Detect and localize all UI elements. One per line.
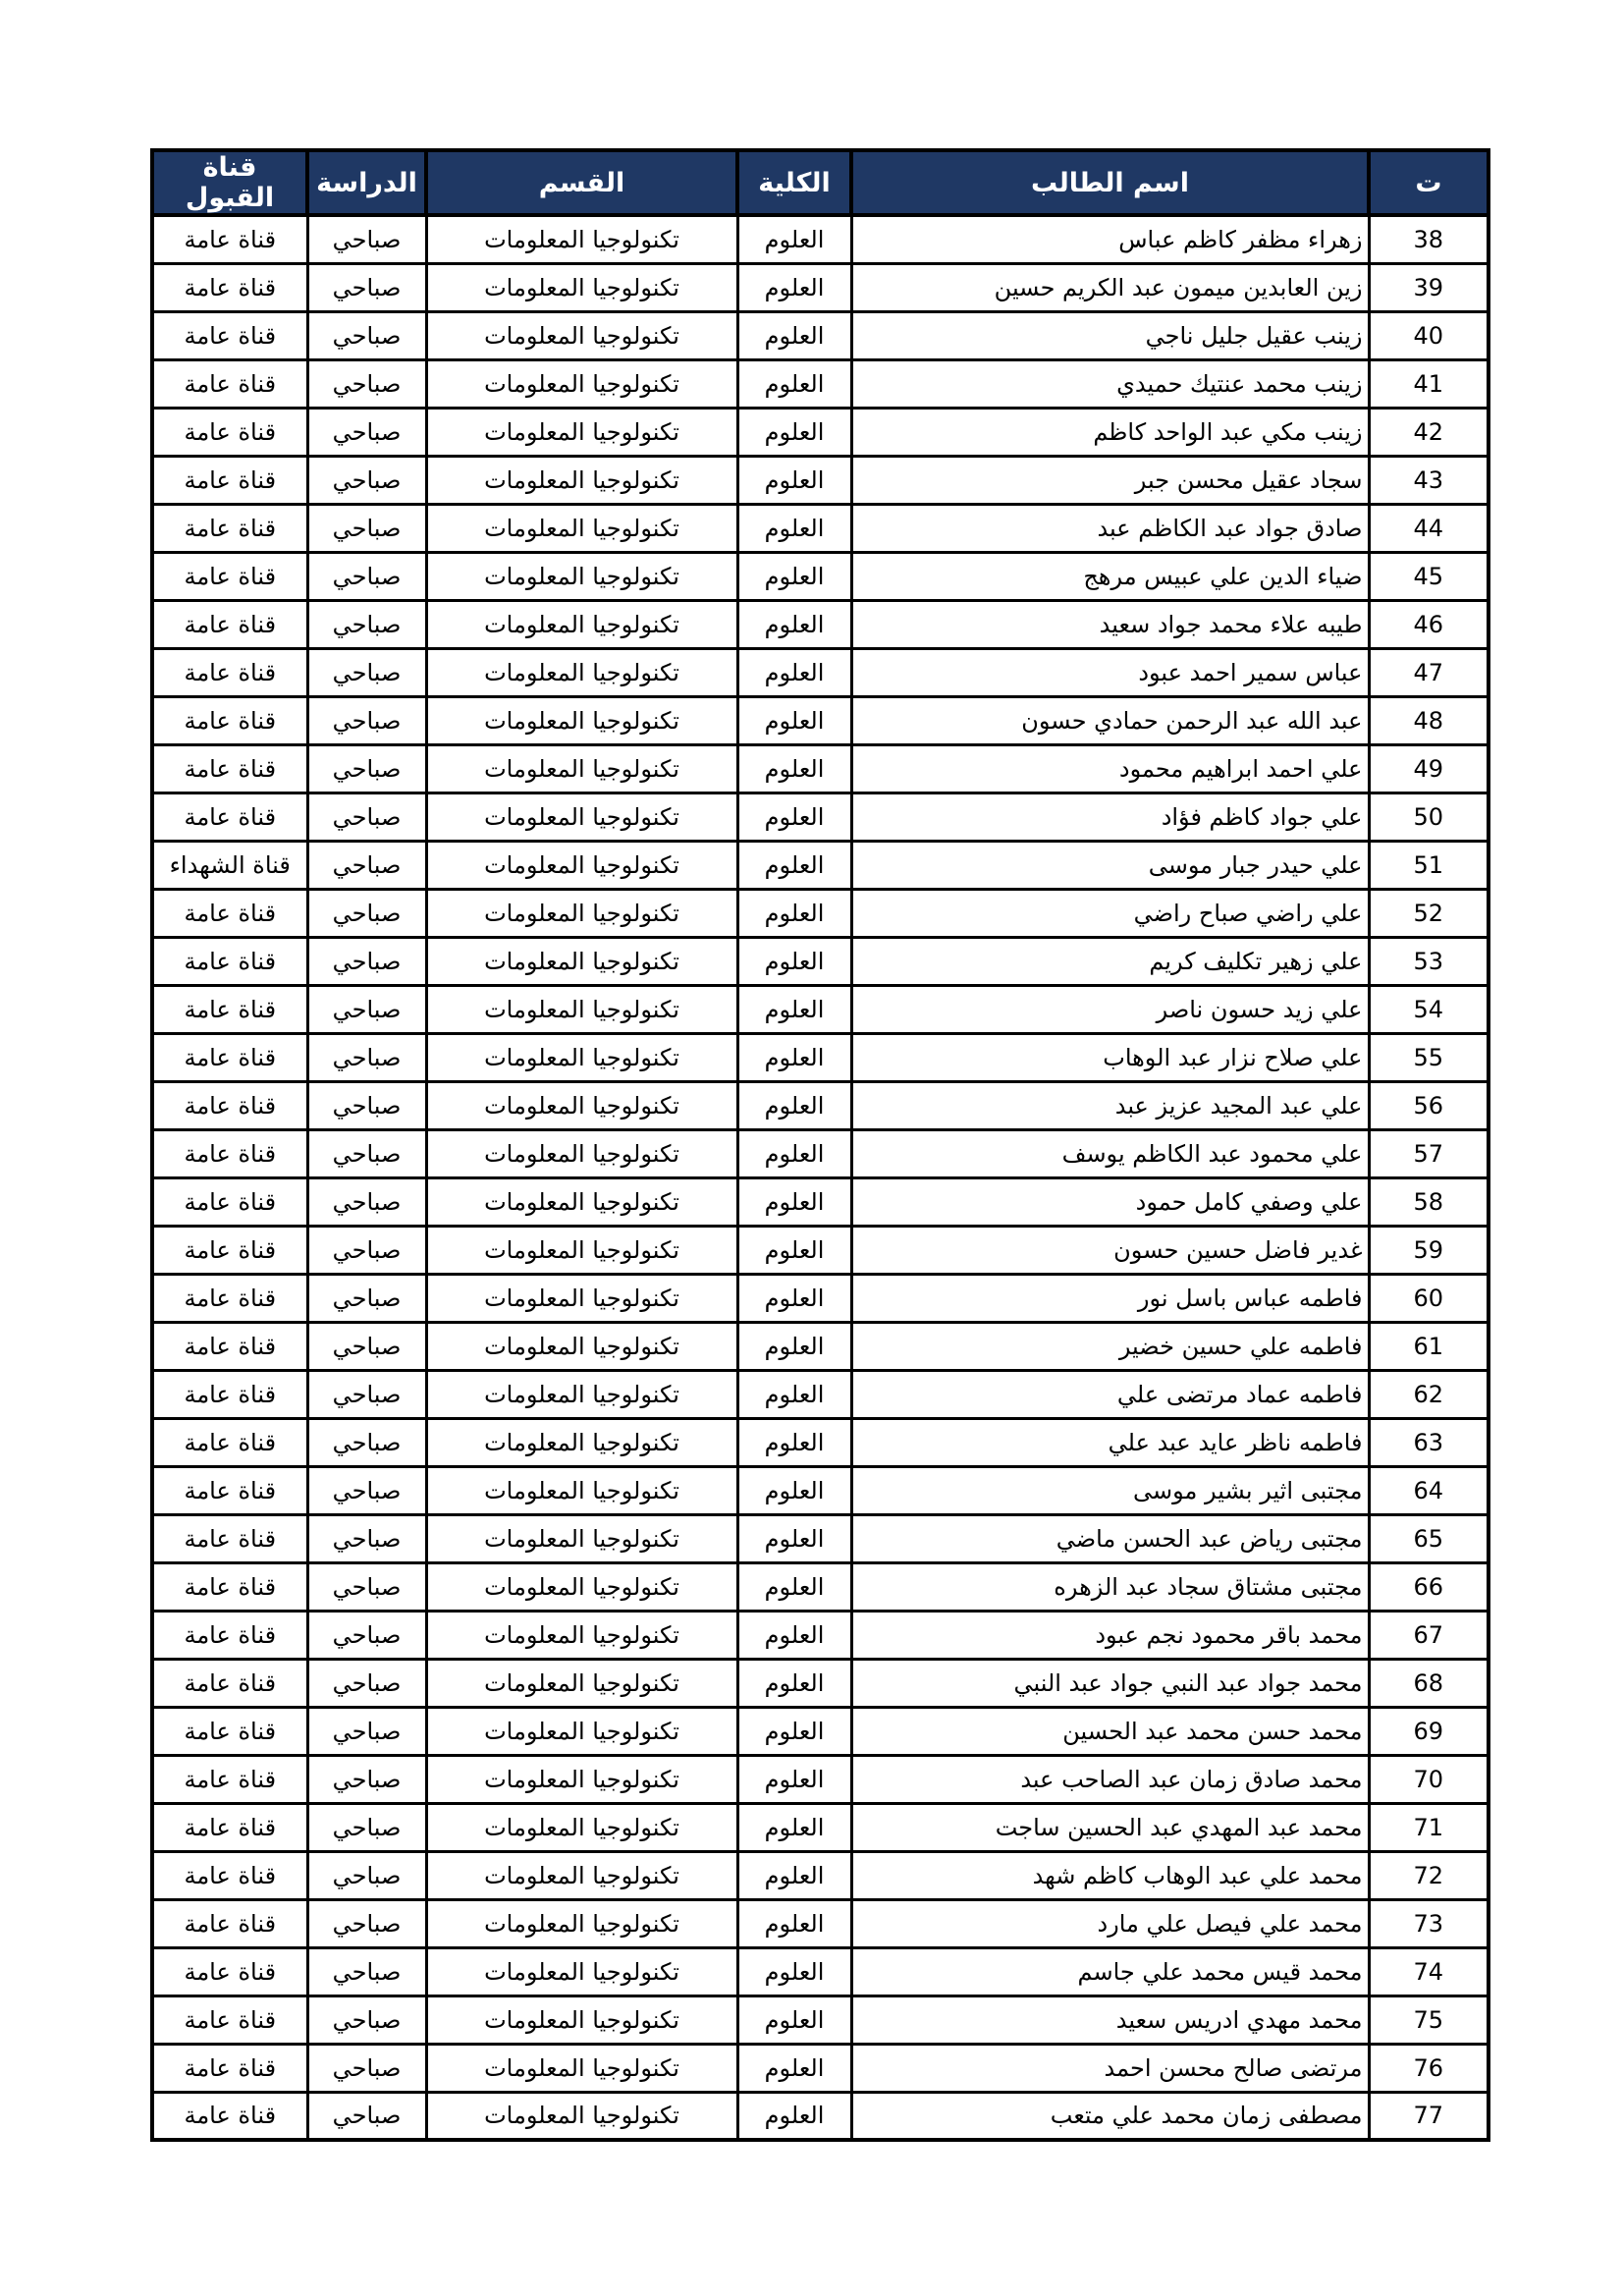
cell-department: تكنولوجيا المعلومات [426, 2044, 737, 2092]
cell-serial: 51 [1369, 841, 1489, 889]
cell-department: تكنولوجيا المعلومات [426, 1226, 737, 1274]
cell-student-name: مجتبى مشتاق سجاد عبد الزهره [851, 1562, 1369, 1611]
cell-admission-channel: قناة عامة [152, 1514, 307, 1562]
table-row [152, 1562, 1489, 1611]
cell-college: العلوم [737, 215, 851, 263]
cell-department: تكنولوجيا المعلومات [426, 408, 737, 456]
cell-department: تكنولوجيا المعلومات [426, 1611, 737, 1659]
cell-college: العلوم [737, 889, 851, 937]
cell-serial: 65 [1369, 1514, 1489, 1562]
table-row [152, 215, 1489, 263]
cell-college: العلوم [737, 1947, 851, 1995]
table-row [152, 263, 1489, 311]
cell-admission-channel: قناة عامة [152, 456, 307, 504]
cell-college: العلوم [737, 1226, 851, 1274]
cell-student-name: محمد عبد المهدي عبد الحسين ساجت [851, 1803, 1369, 1851]
table-row [152, 793, 1489, 841]
cell-serial: 58 [1369, 1177, 1489, 1226]
cell-college: العلوم [737, 1899, 851, 1947]
cell-serial: 72 [1369, 1851, 1489, 1899]
cell-study: صباحي [307, 985, 426, 1033]
cell-department: تكنولوجيا المعلومات [426, 1177, 737, 1226]
cell-college: العلوم [737, 2092, 851, 2140]
table-row [152, 311, 1489, 359]
cell-study: صباحي [307, 263, 426, 311]
table-row [152, 2092, 1489, 2140]
cell-study: صباحي [307, 504, 426, 552]
table-row [152, 1322, 1489, 1370]
cell-department: تكنولوجيا المعلومات [426, 1947, 737, 1995]
cell-college: العلوم [737, 1418, 851, 1466]
cell-serial: 74 [1369, 1947, 1489, 1995]
cell-college: العلوم [737, 1514, 851, 1562]
table-row [152, 2044, 1489, 2092]
cell-serial: 49 [1369, 744, 1489, 793]
cell-admission-channel: قناة عامة [152, 311, 307, 359]
cell-college: العلوم [737, 1707, 851, 1755]
cell-serial: 62 [1369, 1370, 1489, 1418]
cell-study: صباحي [307, 744, 426, 793]
cell-serial: 44 [1369, 504, 1489, 552]
cell-department: تكنولوجيا المعلومات [426, 1659, 737, 1707]
table-row [152, 552, 1489, 600]
cell-college: العلوم [737, 263, 851, 311]
cell-department: تكنولوجيا المعلومات [426, 1129, 737, 1177]
cell-student-name: فاطمه عباس باسل نور [851, 1274, 1369, 1322]
header-admission-channel: قناة القبول [152, 150, 307, 215]
cell-admission-channel: قناة عامة [152, 1947, 307, 1995]
cell-department: تكنولوجيا المعلومات [426, 1033, 737, 1081]
cell-student-name: محمد علي عبد الوهاب كاظم شهد [851, 1851, 1369, 1899]
cell-student-name: علي صلاح نزار عبد الوهاب [851, 1033, 1369, 1081]
cell-student-name: محمد باقر محمود نجم عبود [851, 1611, 1369, 1659]
table-row [152, 1899, 1489, 1947]
cell-college: العلوم [737, 841, 851, 889]
cell-serial: 76 [1369, 2044, 1489, 2092]
table-row [152, 504, 1489, 552]
cell-serial: 53 [1369, 937, 1489, 985]
cell-student-name: علي جواد كاظم فؤاد [851, 793, 1369, 841]
header-serial: ت [1369, 150, 1489, 215]
cell-college: العلوم [737, 696, 851, 744]
cell-admission-channel: قناة عامة [152, 744, 307, 793]
table-row [152, 359, 1489, 408]
cell-admission-channel: قناة عامة [152, 1755, 307, 1803]
table-row [152, 456, 1489, 504]
cell-study: صباحي [307, 937, 426, 985]
cell-college: العلوم [737, 1033, 851, 1081]
cell-department: تكنولوجيا المعلومات [426, 311, 737, 359]
cell-college: العلوم [737, 744, 851, 793]
cell-admission-channel: قناة عامة [152, 1707, 307, 1755]
cell-serial: 45 [1369, 552, 1489, 600]
cell-student-name: فاطمه ناظر عايد عبد علي [851, 1418, 1369, 1466]
cell-student-name: محمد صادق زمان عبد الصاحب عبد [851, 1755, 1369, 1803]
cell-admission-channel: قناة عامة [152, 1659, 307, 1707]
cell-study: صباحي [307, 2092, 426, 2140]
cell-serial: 67 [1369, 1611, 1489, 1659]
cell-department: تكنولوجيا المعلومات [426, 263, 737, 311]
cell-college: العلوم [737, 1659, 851, 1707]
cell-student-name: فاطمه عماد مرتضى علي [851, 1370, 1369, 1418]
cell-department: تكنولوجيا المعلومات [426, 600, 737, 648]
cell-admission-channel: قناة عامة [152, 1803, 307, 1851]
cell-study: صباحي [307, 841, 426, 889]
cell-study: صباحي [307, 1370, 426, 1418]
cell-department: تكنولوجيا المعلومات [426, 1081, 737, 1129]
cell-study: صباحي [307, 1947, 426, 1995]
cell-study: صباحي [307, 1177, 426, 1226]
cell-department: تكنولوجيا المعلومات [426, 2092, 737, 2140]
cell-serial: 47 [1369, 648, 1489, 696]
cell-student-name: ضياء الدين علي عبيس مرهج [851, 552, 1369, 600]
cell-college: العلوم [737, 793, 851, 841]
cell-study: صباحي [307, 1514, 426, 1562]
cell-student-name: زينب عقيل جليل ناجي [851, 311, 1369, 359]
cell-admission-channel: قناة عامة [152, 1033, 307, 1081]
cell-college: العلوم [737, 311, 851, 359]
cell-student-name: سجاد عقيل محسن جبر [851, 456, 1369, 504]
students-table [150, 148, 1490, 2142]
cell-study: صباحي [307, 311, 426, 359]
cell-admission-channel: قناة عامة [152, 2092, 307, 2140]
cell-admission-channel: قناة عامة [152, 408, 307, 456]
table-row [152, 937, 1489, 985]
cell-serial: 42 [1369, 408, 1489, 456]
cell-student-name: فاطمه علي حسين خضير [851, 1322, 1369, 1370]
cell-study: صباحي [307, 1274, 426, 1322]
cell-admission-channel: قناة عامة [152, 985, 307, 1033]
cell-student-name: محمد قيس محمد علي جاسم [851, 1947, 1369, 1995]
table-row [152, 1851, 1489, 1899]
cell-admission-channel: قناة عامة [152, 1177, 307, 1226]
cell-college: العلوم [737, 1274, 851, 1322]
cell-study: صباحي [307, 359, 426, 408]
cell-serial: 63 [1369, 1418, 1489, 1466]
cell-student-name: علي وصفي كامل حمود [851, 1177, 1369, 1226]
table-row [152, 1659, 1489, 1707]
cell-department: تكنولوجيا المعلومات [426, 744, 737, 793]
cell-department: تكنولوجيا المعلومات [426, 841, 737, 889]
cell-admission-channel: قناة عامة [152, 263, 307, 311]
cell-student-name: علي راضي صباح راضي [851, 889, 1369, 937]
cell-college: العلوم [737, 1562, 851, 1611]
cell-college: العلوم [737, 985, 851, 1033]
cell-student-name: علي عبد المجيد عزيز عبد [851, 1081, 1369, 1129]
cell-admission-channel: قناة عامة [152, 600, 307, 648]
cell-department: تكنولوجيا المعلومات [426, 504, 737, 552]
table-row [152, 1033, 1489, 1081]
cell-study: صباحي [307, 1659, 426, 1707]
cell-study: صباحي [307, 1081, 426, 1129]
cell-serial: 54 [1369, 985, 1489, 1033]
cell-college: العلوم [737, 1129, 851, 1177]
cell-study: صباحي [307, 1466, 426, 1514]
cell-student-name: محمد مهدي ادريس سعيد [851, 1995, 1369, 2044]
table-row [152, 1081, 1489, 1129]
cell-student-name: علي احمد ابراهيم محمود [851, 744, 1369, 793]
cell-student-name: زينب مكي عبد الواحد كاظم [851, 408, 1369, 456]
cell-college: العلوم [737, 648, 851, 696]
cell-admission-channel: قناة عامة [152, 1418, 307, 1466]
cell-college: العلوم [737, 456, 851, 504]
cell-serial: 50 [1369, 793, 1489, 841]
cell-department: تكنولوجيا المعلومات [426, 1562, 737, 1611]
cell-department: تكنولوجيا المعلومات [426, 1995, 737, 2044]
students-table-body [152, 215, 1489, 2140]
cell-admission-channel: قناة عامة [152, 696, 307, 744]
cell-study: صباحي [307, 1899, 426, 1947]
table-row [152, 696, 1489, 744]
cell-department: تكنولوجيا المعلومات [426, 937, 737, 985]
cell-study: صباحي [307, 1562, 426, 1611]
header-study-type: الدراسة [307, 150, 426, 215]
cell-study: صباحي [307, 1851, 426, 1899]
cell-student-name: صادق جواد عبد الكاظم عبد [851, 504, 1369, 552]
header-college: الكلية [737, 150, 851, 215]
cell-student-name: علي زهير تكليف كريم [851, 937, 1369, 985]
cell-student-name: عباس سمير احمد عبود [851, 648, 1369, 696]
cell-college: العلوم [737, 504, 851, 552]
cell-serial: 41 [1369, 359, 1489, 408]
table-row [152, 1707, 1489, 1755]
cell-department: تكنولوجيا المعلومات [426, 889, 737, 937]
cell-college: العلوم [737, 1322, 851, 1370]
cell-study: صباحي [307, 552, 426, 600]
cell-serial: 66 [1369, 1562, 1489, 1611]
cell-student-name: مجتبى رياض عبد الحسن ماضي [851, 1514, 1369, 1562]
cell-department: تكنولوجيا المعلومات [426, 985, 737, 1033]
table-row [152, 600, 1489, 648]
cell-department: تكنولوجيا المعلومات [426, 215, 737, 263]
table-row [152, 1370, 1489, 1418]
cell-department: تكنولوجيا المعلومات [426, 696, 737, 744]
cell-study: صباحي [307, 889, 426, 937]
cell-student-name: مجتبى اثير بشير موسى [851, 1466, 1369, 1514]
cell-admission-channel: قناة عامة [152, 1322, 307, 1370]
cell-serial: 52 [1369, 889, 1489, 937]
cell-admission-channel: قناة عامة [152, 1995, 307, 2044]
cell-student-name: علي محمود عبد الكاظم يوسف [851, 1129, 1369, 1177]
cell-serial: 46 [1369, 600, 1489, 648]
cell-admission-channel: قناة عامة [152, 1562, 307, 1611]
cell-study: صباحي [307, 1322, 426, 1370]
cell-serial: 59 [1369, 1226, 1489, 1274]
cell-college: العلوم [737, 359, 851, 408]
cell-admission-channel: قناة عامة [152, 937, 307, 985]
cell-student-name: طيبه علاء محمد جواد سعيد [851, 600, 1369, 648]
cell-department: تكنولوجيا المعلومات [426, 1274, 737, 1322]
cell-admission-channel: قناة عامة [152, 2044, 307, 2092]
header-student-name: اسم الطالب [851, 150, 1369, 215]
table-row [152, 744, 1489, 793]
cell-admission-channel: قناة عامة [152, 1129, 307, 1177]
table-row [152, 1418, 1489, 1466]
cell-serial: 71 [1369, 1803, 1489, 1851]
cell-admission-channel: قناة عامة [152, 1466, 307, 1514]
cell-serial: 73 [1369, 1899, 1489, 1947]
cell-student-name: محمد جواد عبد النبي جواد عبد النبي [851, 1659, 1369, 1707]
cell-study: صباحي [307, 456, 426, 504]
cell-admission-channel: قناة عامة [152, 215, 307, 263]
cell-admission-channel: قناة عامة [152, 889, 307, 937]
cell-serial: 69 [1369, 1707, 1489, 1755]
cell-department: تكنولوجيا المعلومات [426, 552, 737, 600]
cell-admission-channel: قناة عامة [152, 1611, 307, 1659]
cell-study: صباحي [307, 1707, 426, 1755]
cell-department: تكنولوجيا المعلومات [426, 1418, 737, 1466]
cell-student-name: غدير فاضل حسين حسون [851, 1226, 1369, 1274]
table-row [152, 1129, 1489, 1177]
cell-study: صباحي [307, 648, 426, 696]
cell-student-name: عبد الله عبد الرحمن حمادي حسون [851, 696, 1369, 744]
cell-study: صباحي [307, 1226, 426, 1274]
cell-department: تكنولوجيا المعلومات [426, 1755, 737, 1803]
cell-college: العلوم [737, 2044, 851, 2092]
cell-admission-channel: قناة عامة [152, 1081, 307, 1129]
cell-college: العلوم [737, 1081, 851, 1129]
cell-college: العلوم [737, 1370, 851, 1418]
cell-serial: 43 [1369, 456, 1489, 504]
cell-department: تكنولوجيا المعلومات [426, 1370, 737, 1418]
cell-college: العلوم [737, 1611, 851, 1659]
header-department: القسم [426, 150, 737, 215]
cell-serial: 77 [1369, 2092, 1489, 2140]
cell-serial: 40 [1369, 311, 1489, 359]
table-row [152, 648, 1489, 696]
cell-serial: 61 [1369, 1322, 1489, 1370]
table-header-row [152, 150, 1489, 215]
cell-student-name: زينب محمد عنتيك حميدي [851, 359, 1369, 408]
cell-admission-channel: قناة عامة [152, 793, 307, 841]
cell-college: العلوم [737, 1466, 851, 1514]
cell-department: تكنولوجيا المعلومات [426, 1514, 737, 1562]
cell-college: العلوم [737, 1995, 851, 2044]
table-row [152, 985, 1489, 1033]
cell-admission-channel: قناة عامة [152, 648, 307, 696]
cell-study: صباحي [307, 793, 426, 841]
cell-admission-channel: قناة عامة [152, 552, 307, 600]
cell-serial: 39 [1369, 263, 1489, 311]
cell-college: العلوم [737, 1803, 851, 1851]
cell-student-name: علي زيد حسون ناصر [851, 985, 1369, 1033]
cell-serial: 56 [1369, 1081, 1489, 1129]
cell-college: العلوم [737, 552, 851, 600]
cell-study: صباحي [307, 1995, 426, 2044]
cell-admission-channel: قناة عامة [152, 1226, 307, 1274]
cell-department: تكنولوجيا المعلومات [426, 1899, 737, 1947]
cell-admission-channel: قناة عامة [152, 1851, 307, 1899]
cell-serial: 57 [1369, 1129, 1489, 1177]
cell-college: العلوم [737, 1851, 851, 1899]
cell-study: صباحي [307, 408, 426, 456]
cell-serial: 70 [1369, 1755, 1489, 1803]
cell-admission-channel: قناة عامة [152, 359, 307, 408]
table-row [152, 841, 1489, 889]
table-row [152, 1274, 1489, 1322]
table-row [152, 1947, 1489, 1995]
table-row [152, 1226, 1489, 1274]
cell-college: العلوم [737, 408, 851, 456]
cell-admission-channel: قناة عامة [152, 1899, 307, 1947]
cell-student-name: زهراء مظفر كاظم عباس [851, 215, 1369, 263]
cell-student-name: علي حيدر جبار موسى [851, 841, 1369, 889]
cell-study: صباحي [307, 1129, 426, 1177]
cell-department: تكنولوجيا المعلومات [426, 1803, 737, 1851]
cell-serial: 48 [1369, 696, 1489, 744]
table-row [152, 889, 1489, 937]
cell-student-name: مصطفى زمان محمد علي متعب [851, 2092, 1369, 2140]
cell-student-name: محمد علي فيصل علي مارد [851, 1899, 1369, 1947]
cell-student-name: مرتضى صالح محسن احمد [851, 2044, 1369, 2092]
table-row [152, 1611, 1489, 1659]
cell-serial: 68 [1369, 1659, 1489, 1707]
cell-admission-channel: قناة عامة [152, 504, 307, 552]
table-row [152, 1995, 1489, 2044]
cell-admission-channel: قناة الشهداء [152, 841, 307, 889]
cell-admission-channel: قناة عامة [152, 1274, 307, 1322]
cell-serial: 55 [1369, 1033, 1489, 1081]
cell-study: صباحي [307, 2044, 426, 2092]
cell-study: صباحي [307, 1418, 426, 1466]
cell-study: صباحي [307, 1611, 426, 1659]
cell-college: العلوم [737, 937, 851, 985]
cell-serial: 75 [1369, 1995, 1489, 2044]
cell-college: العلوم [737, 1177, 851, 1226]
cell-study: صباحي [307, 696, 426, 744]
cell-department: تكنولوجيا المعلومات [426, 793, 737, 841]
cell-department: تكنولوجيا المعلومات [426, 1851, 737, 1899]
cell-serial: 60 [1369, 1274, 1489, 1322]
cell-college: العلوم [737, 1755, 851, 1803]
cell-college: العلوم [737, 600, 851, 648]
cell-study: صباحي [307, 1755, 426, 1803]
cell-department: تكنولوجيا المعلومات [426, 1322, 737, 1370]
table-row [152, 1177, 1489, 1226]
cell-department: تكنولوجيا المعلومات [426, 359, 737, 408]
cell-department: تكنولوجيا المعلومات [426, 648, 737, 696]
cell-serial: 64 [1369, 1466, 1489, 1514]
cell-department: تكنولوجيا المعلومات [426, 456, 737, 504]
cell-student-name: زين العابدين ميمون عبد الكريم حسين [851, 263, 1369, 311]
cell-study: صباحي [307, 600, 426, 648]
cell-study: صباحي [307, 1803, 426, 1851]
cell-study: صباحي [307, 1033, 426, 1081]
cell-admission-channel: قناة عامة [152, 1370, 307, 1418]
table-row [152, 408, 1489, 456]
table-row [152, 1514, 1489, 1562]
table-row [152, 1755, 1489, 1803]
cell-serial: 38 [1369, 215, 1489, 263]
cell-department: تكنولوجيا المعلومات [426, 1466, 737, 1514]
cell-student-name: محمد حسن محمد عبد الحسين [851, 1707, 1369, 1755]
table-row [152, 1466, 1489, 1514]
cell-department: تكنولوجيا المعلومات [426, 1707, 737, 1755]
cell-study: صباحي [307, 215, 426, 263]
table-row [152, 1803, 1489, 1851]
